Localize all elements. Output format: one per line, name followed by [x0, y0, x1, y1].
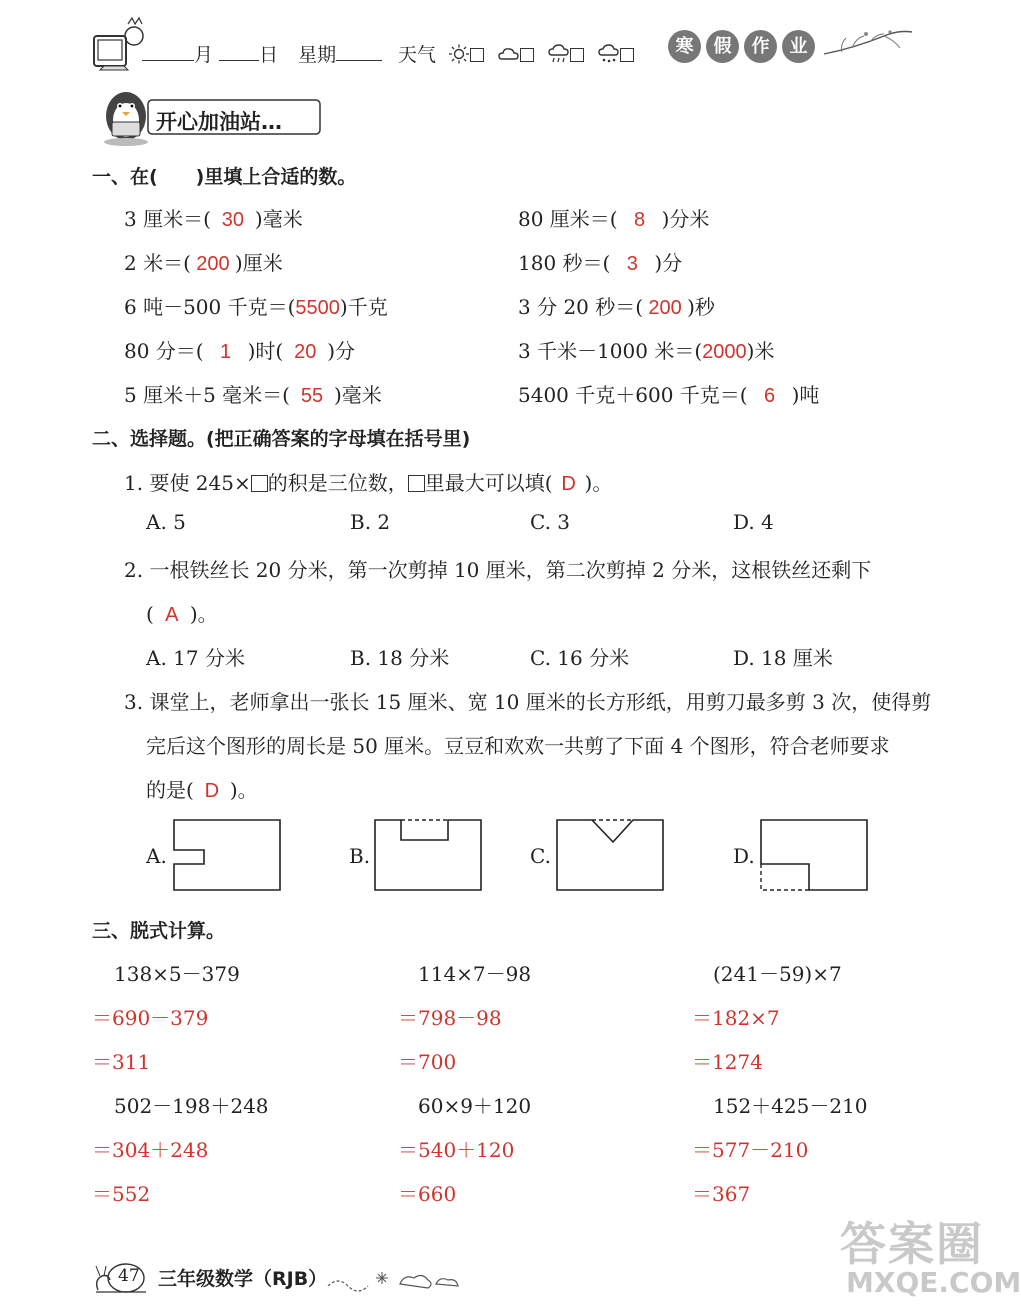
figure-label-b: B. [349, 844, 371, 868]
item-text: )米 [746, 339, 775, 363]
calc-step[interactable]: ＝182×7 [692, 1006, 780, 1030]
calc-step[interactable]: ＝798－98 [398, 1006, 502, 1030]
winter-homework-badge [668, 30, 820, 63]
calc-result[interactable]: ＝1274 [692, 1050, 763, 1074]
fill-in-item [124, 203, 303, 232]
calc-expression: 138×5－379 [114, 962, 240, 986]
item-text: )毫米 [333, 383, 382, 407]
snow-icon [598, 44, 620, 69]
answer-value[interactable]: 3 [626, 253, 638, 275]
item-text: 5 厘米＋5 毫米＝( [124, 383, 290, 407]
fill-in-item [124, 291, 388, 320]
blank-box [408, 475, 425, 492]
figure-d [759, 818, 871, 894]
calc-result[interactable]: ＝552 [92, 1182, 151, 1206]
page-number: 47 [118, 1266, 140, 1286]
badge-char: 业 [782, 30, 815, 63]
q3-line3 [146, 774, 258, 803]
calc-expression: 114×7－98 [418, 962, 532, 986]
q1-option-a: A. 5 [146, 510, 186, 534]
answer-value[interactable]: 1 [220, 341, 232, 363]
calc-result[interactable]: ＝367 [692, 1182, 751, 1206]
figure-label-a: A. [146, 844, 167, 868]
fill-in-item [518, 203, 709, 232]
item-text: )千克 [339, 295, 388, 319]
figure-label-c: C. [530, 844, 551, 868]
figure-label-d: D. [733, 844, 755, 868]
fill-in-item [518, 291, 715, 320]
watermark-logo: 答案圈 [840, 1217, 984, 1271]
item-text: 3 千米－1000 米＝( [518, 339, 703, 363]
item-text: )秒 [687, 295, 715, 319]
item-text: )分 [654, 251, 683, 275]
section2-title: 二、选择题。(把正确答案的字母填在括号里) [92, 428, 471, 450]
figure-b [373, 818, 485, 894]
blank-box [251, 475, 268, 492]
calc-step[interactable]: ＝540＋120 [398, 1138, 515, 1162]
q1-answer[interactable]: D [561, 473, 576, 495]
calc-expression: 60×9＋120 [418, 1094, 532, 1118]
q2-option-a: A. 17 分米 [146, 646, 245, 670]
cloud-checkbox[interactable] [520, 48, 534, 62]
badge-char: 假 [706, 30, 739, 63]
month-blank[interactable] [142, 42, 194, 61]
badge-char: 寒 [668, 30, 701, 63]
answer-value[interactable]: 5500 [295, 297, 340, 319]
calc-expression: (241－59)×7 [713, 962, 842, 986]
q2-option-b: B. 18 分米 [350, 646, 450, 670]
calc-expression: 152＋425－210 [713, 1094, 868, 1118]
cloud-icon [498, 44, 520, 69]
item-text: )吨 [791, 383, 820, 407]
answer-value[interactable]: 6 [764, 385, 776, 407]
q3-text: )。 [229, 778, 258, 802]
answer-value[interactable]: 30 [221, 209, 245, 231]
weekday-blank[interactable] [336, 42, 382, 61]
calc-expression: 502－198＋248 [114, 1094, 269, 1118]
fill-in-item [518, 379, 819, 408]
q3-line2: 完后这个图形的周长是 50 厘米。豆豆和欢欢一共剪了下面 4 个图形，符合老师要求 [146, 734, 890, 758]
calc-result[interactable]: ＝700 [398, 1050, 457, 1074]
fill-in-item [124, 379, 382, 408]
day-label: 日 [259, 44, 279, 66]
q1-text: 里最大可以填( [424, 471, 553, 495]
calc-result[interactable]: ＝660 [398, 1182, 457, 1206]
weather-label: 天气 [398, 44, 437, 66]
answer-value[interactable]: 8 [634, 209, 646, 231]
q3-line1: 3. 课堂上，老师拿出一张长 15 厘米、宽 10 厘米的长方形纸，用剪刀最多剪 3 次，使得剪 [124, 690, 932, 714]
fill-in-item [518, 335, 774, 364]
sun-checkbox[interactable] [470, 48, 484, 62]
q1-text: )。 [584, 471, 613, 495]
q2-line1: 2. 一根铁丝长 20 分米，第一次剪掉 10 厘米，第二次剪掉 2 分米，这根铁丝还剩下 [124, 558, 872, 582]
sun-icon [448, 44, 470, 69]
calc-step[interactable]: ＝690－379 [92, 1006, 209, 1030]
answer-value[interactable]: 2000 [702, 341, 747, 363]
item-text: 5400 千克＋600 千克＝( [518, 383, 748, 407]
rain-checkbox[interactable] [570, 48, 584, 62]
weekday-label: 星期 [298, 44, 337, 66]
decorative-swirls [326, 1262, 466, 1294]
snow-checkbox[interactable] [620, 48, 634, 62]
item-text: )分米 [661, 207, 710, 231]
date-line [142, 40, 382, 67]
q2-text: ( [146, 602, 154, 626]
answer-value[interactable]: 20 [294, 341, 317, 363]
book-title: 三年级数学（RJB） [158, 1268, 328, 1290]
answer-value[interactable]: 55 [300, 385, 324, 407]
q1-text: 的积是三位数， [267, 471, 408, 495]
fill-in-item [124, 335, 355, 364]
month-label: 月 [194, 44, 214, 66]
item-text: 180 秒＝( [518, 251, 611, 275]
calc-result[interactable]: ＝311 [92, 1050, 151, 1074]
item-text: )时( [247, 339, 284, 363]
figure-c [555, 818, 667, 894]
fill-in-item [124, 247, 283, 276]
item-text: 2 米＝( [124, 251, 191, 275]
item-text: 3 厘米＝( [124, 207, 211, 231]
q3-answer[interactable]: D [204, 780, 220, 802]
weather-row [398, 40, 636, 69]
q2-line2 [146, 598, 218, 627]
section1-title: 一、在( )里填上合适的数。 [92, 166, 357, 188]
item-text: 80 分＝( [124, 339, 204, 363]
section3-title: 三、脱式计算。 [92, 920, 226, 942]
fill-in-item [518, 247, 682, 276]
q1-option-c: C. 3 [530, 510, 571, 534]
item-text: 6 吨－500 千克＝( [124, 295, 296, 319]
rain-icon [548, 44, 570, 69]
q1-text: 1. 要使 245× [124, 471, 251, 495]
day-blank[interactable] [219, 42, 259, 61]
watermark-url: MXQE.COM [846, 1266, 1021, 1299]
question-1 [124, 467, 612, 496]
item-text: )分 [327, 339, 356, 363]
q3-text: 的是( [146, 778, 194, 802]
calc-step[interactable]: ＝577－210 [692, 1138, 809, 1162]
item-text: )厘米 [234, 251, 283, 275]
q2-option-d: D. 18 厘米 [733, 646, 833, 670]
q1-option-b: B. 2 [350, 510, 391, 534]
banner-title: 开心加油站… [156, 110, 282, 134]
answer-value[interactable]: 200 [648, 297, 682, 319]
q1-option-d: D. 4 [733, 510, 774, 534]
q2-answer[interactable]: A [165, 604, 179, 626]
item-text: 3 分 20 秒＝( [518, 295, 644, 319]
branch-decoration [822, 24, 914, 68]
q2-text: )。 [189, 602, 218, 626]
calc-step[interactable]: ＝304＋248 [92, 1138, 209, 1162]
answer-value[interactable]: 200 [196, 253, 230, 275]
badge-char: 作 [744, 30, 777, 63]
item-text: )毫米 [254, 207, 303, 231]
item-text: 80 厘米＝( [518, 207, 618, 231]
figure-a [172, 818, 284, 894]
q2-option-c: C. 16 分米 [530, 646, 630, 670]
